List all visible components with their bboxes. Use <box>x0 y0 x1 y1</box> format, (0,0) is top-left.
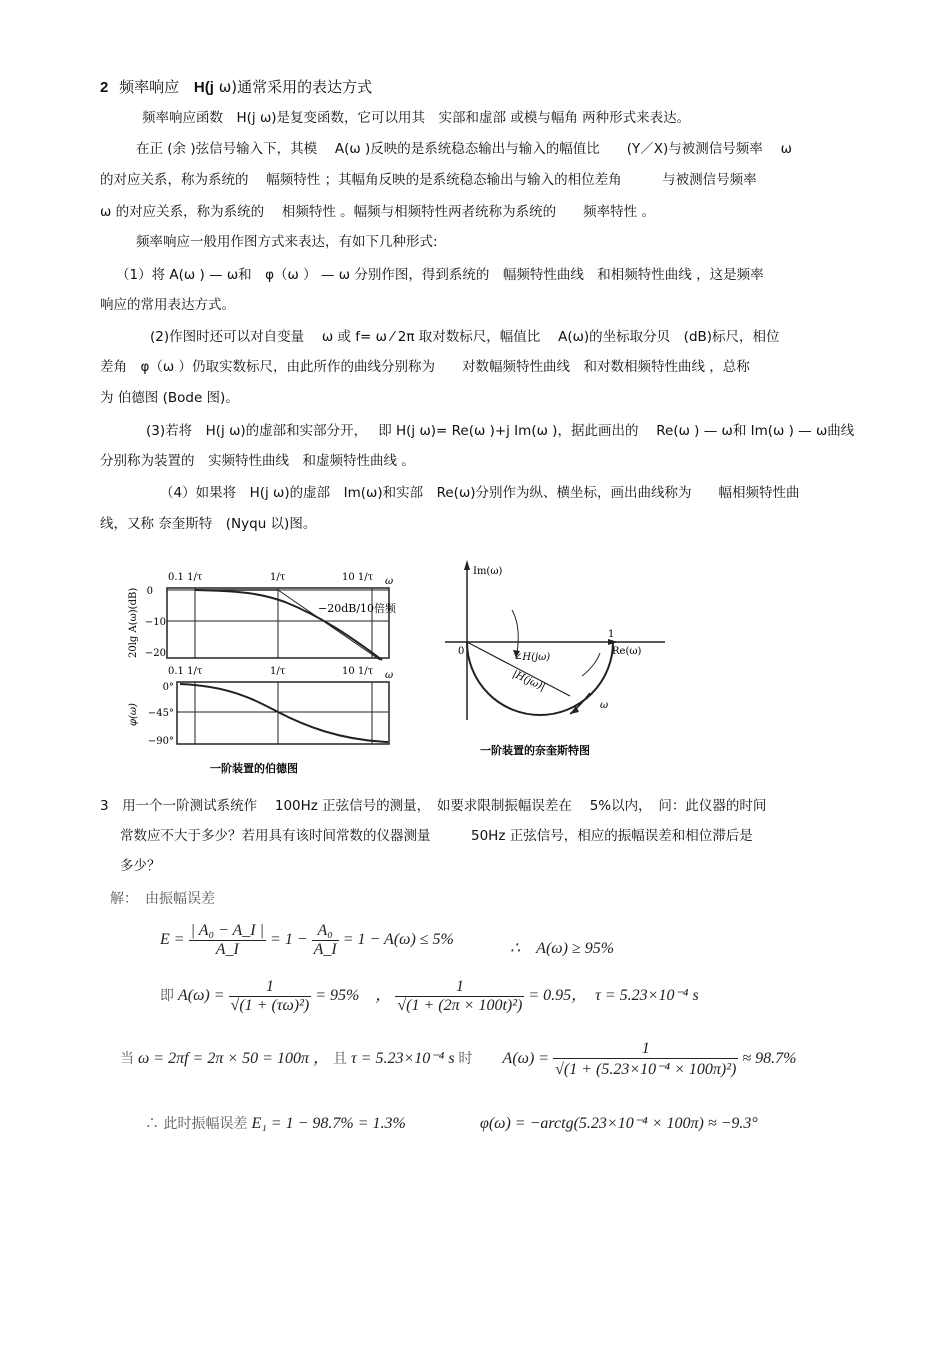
eq2-ji: 即 <box>160 988 174 1005</box>
section-heading <box>100 78 845 97</box>
nyquist-plot-figure <box>440 558 670 768</box>
bode-phase-tick: −45° <box>147 708 174 719</box>
item-3-line-2: 分别称为装置的 实频特性曲线 和虚频特性曲线 。 <box>100 453 415 469</box>
eq4-error: E₁ = 1 − 98.7% = 1.3% <box>251 1115 406 1132</box>
eq1-f2-numerator: A₀ <box>312 922 339 941</box>
bode-mag-tick: 0 <box>146 586 153 597</box>
eq1-f1-denominator: A_I <box>215 941 239 958</box>
nyquist-im-label: Im(ω) <box>473 566 503 577</box>
eq2-fraction-2 <box>395 978 524 1015</box>
solution-label: 解： 由振幅误差 <box>110 891 215 907</box>
bode-magnitude-panel <box>128 586 397 660</box>
eq3-fraction <box>553 1040 738 1079</box>
eq3-lhs: A(ω) = <box>502 1050 550 1068</box>
equation-3 <box>120 1040 797 1079</box>
bode-tick-label: 1/τ <box>270 572 286 583</box>
eq3-tau: τ = 5.23×10⁻⁴ s <box>350 1050 455 1068</box>
bode-tick-label: 0.1 1/τ <box>168 572 203 583</box>
bode-phase-ylabel: φ(ω) <box>128 703 139 726</box>
eq2-lhs: A(ω) = <box>178 987 225 1005</box>
problem-line-3: 多少？ <box>120 858 161 874</box>
equation-4-phase: φ(ω) = −arctg(5.23×10⁻⁴ × 100π) ≈ −9.3° <box>480 1115 758 1132</box>
eq3-qie: 且 <box>332 1051 347 1068</box>
paragraph-3: 频率响应一般用作图方式来表达，有如下几种形式: <box>136 234 438 250</box>
eq2-f2-denominator: √(1 + (2π × 100t)²) <box>397 997 523 1014</box>
paragraph-2-line-2: 的对应关系，称为系统的 幅频特性 ；其幅角反映的是系统稳态输出与输入的相位差角 与被测信号频率 <box>100 172 757 188</box>
eq3-rhs: ≈ 98.7% <box>742 1050 797 1068</box>
bode-mag-tick: −20 <box>144 648 166 659</box>
eq2-f1-numerator: 1 <box>229 978 312 997</box>
eq2-mid: = 95% ， <box>315 987 392 1005</box>
bode-mag-tick: −10 <box>144 617 166 628</box>
eq1-fraction-1 <box>189 922 266 959</box>
problem-line-2: 常数应不大于多少？若用具有该时间常数的仪器测量 50Hz 正弦信号，相应的振幅误差和相位滞后是 <box>120 828 753 844</box>
eq2-f2-numerator: 1 <box>395 978 524 997</box>
bode-tick-label: 10 1/τ <box>342 666 374 677</box>
item-1-line-2: 响应的常用表达方式。 <box>100 297 235 313</box>
eq3-f-denominator: √(1 + (5.23×10⁻⁴ × 100π)²) <box>555 1061 737 1078</box>
eq3-omega: ω = 2πf = 2π × 50 = 100π ， <box>138 1050 329 1068</box>
eq3-f-numerator: 1 <box>553 1040 738 1059</box>
eq1-mid: = 1 − <box>270 931 308 949</box>
equation-1-therefore: ∴ A(ω) ≥ 95% <box>510 940 615 957</box>
paragraph-2-line-1: 在正 (余 )弦信号输入下，其模 A(ω )反映的是系统稳态输出与输入的幅值比 (Y／X)与被测信号频率 ω <box>136 141 792 157</box>
heading-text-b: H(j <box>193 79 214 96</box>
item-4-line-1: （4）如果将 H(j ω)的虚部 Im(ω)和实部 Re(ω)分别作为纵、横坐标，画出曲线称为 幅相频特性曲 <box>160 485 800 501</box>
eq2-f1-denominator: √(1 + (τω)²) <box>230 997 310 1014</box>
bode-omega-label: ω <box>385 576 394 587</box>
eq2-fraction-1 <box>229 978 312 1015</box>
item-1-line-1: （1）将 A(ω ) — ω和 φ（ω ） — ω 分别作图，得到系统的 幅频特性曲线 和相频特性曲线 ，这是频率 <box>116 267 764 283</box>
bode-phase-panel <box>128 682 389 747</box>
item-4-line-2: 线，又称 奈奎斯特 (Nyqu 以)图。 <box>100 516 317 532</box>
bode-tick-label: 10 1/τ <box>342 572 374 583</box>
bode-tick-label: 1/τ <box>270 666 286 677</box>
eq1-fraction-2 <box>312 922 339 959</box>
paragraph-2-line-3: ω 的对应关系，称为系统的 相频特性 。幅频与相频特性两者统称为系统的 频率特性 。 <box>100 204 655 220</box>
bode-caption: 一阶装置的伯德图 <box>210 762 298 775</box>
bode-phase-tick: −90° <box>147 736 174 747</box>
bode-plot-figure <box>120 560 410 780</box>
item-2-line-1: (2)作图时还可以对自变量 ω 或 f= ω ⁄ 2π 取对数标尺，幅值比 A(ω)的坐标取分贝 (dB)标尺，相位 <box>150 329 780 345</box>
nyquist-origin-label: 0 <box>458 646 465 657</box>
heading-text-a: 频率响应 <box>119 78 180 96</box>
bode-phase-tick: 0° <box>162 682 174 693</box>
equation-2 <box>160 978 699 1015</box>
equation-1 <box>160 922 454 959</box>
equation-4 <box>145 1113 406 1133</box>
eq1-lhs: E = <box>160 931 185 949</box>
eq3-shi: 时 <box>458 1051 473 1068</box>
nyquist-caption: 一阶装置的奈奎斯特图 <box>480 744 590 757</box>
heading-text-c: ω)通常采用的表达方式 <box>218 78 373 96</box>
eq1-f2-denominator: A_I <box>313 941 337 958</box>
nyquist-omega-label: ω <box>600 700 609 711</box>
eq1-rhs: = 1 − A(ω) ≤ 5% <box>342 931 454 949</box>
item-2-line-2: 差角 φ（ω ）仍取实数标尺，由此所作的曲线分别称为 对数幅频特性曲线 和对数相频特性曲线 ，总称 <box>100 359 750 375</box>
item-3-line-1: (3)若将 H(j ω)的虚部和实部分开， 即 H(j ω)= Re(ω )+j Im(ω )，据此画出的 Re(ω ) — ω和 Im(ω ) — ω曲线 <box>146 423 855 439</box>
eq4-label: ∴ 此时振幅误差 <box>145 1116 248 1132</box>
paragraph-1: 频率响应函数 H(j ω)是复变函数，它可以用其 实部和虚部 或模与幅角 两种形式来表达。 <box>142 110 691 126</box>
nyquist-one-label: 1 <box>608 629 615 640</box>
nyquist-re-label: Re(ω) <box>612 646 642 657</box>
bode-omega-label: ω <box>385 670 394 681</box>
bode-slope-label: −20dB/10倍频 <box>318 602 397 615</box>
problem-line-1: 3 用一个一阶测试系统作 100Hz 正弦信号的测量， 如要求限制振幅误差在 5%以内， 问：此仪器的时间 <box>100 798 767 814</box>
eq3-dang: 当 <box>120 1051 134 1068</box>
nyquist-mag-label: |H(jω)| <box>510 668 547 694</box>
eq2-rhs: = 0.95， τ = 5.23×10⁻⁴ s <box>528 987 699 1005</box>
heading-number: 2 <box>100 79 109 96</box>
eq1-f1-numerator: | A₀ − A_I | <box>190 922 265 939</box>
bode-mag-ylabel: 20lg A(ω)(dB) <box>128 587 139 658</box>
nyquist-angle-label: ∠H(jω) <box>514 652 551 663</box>
bode-tick-label: 0.1 1/τ <box>168 666 203 677</box>
item-2-line-3: 为 伯德图 (Bode 图)。 <box>100 390 239 406</box>
